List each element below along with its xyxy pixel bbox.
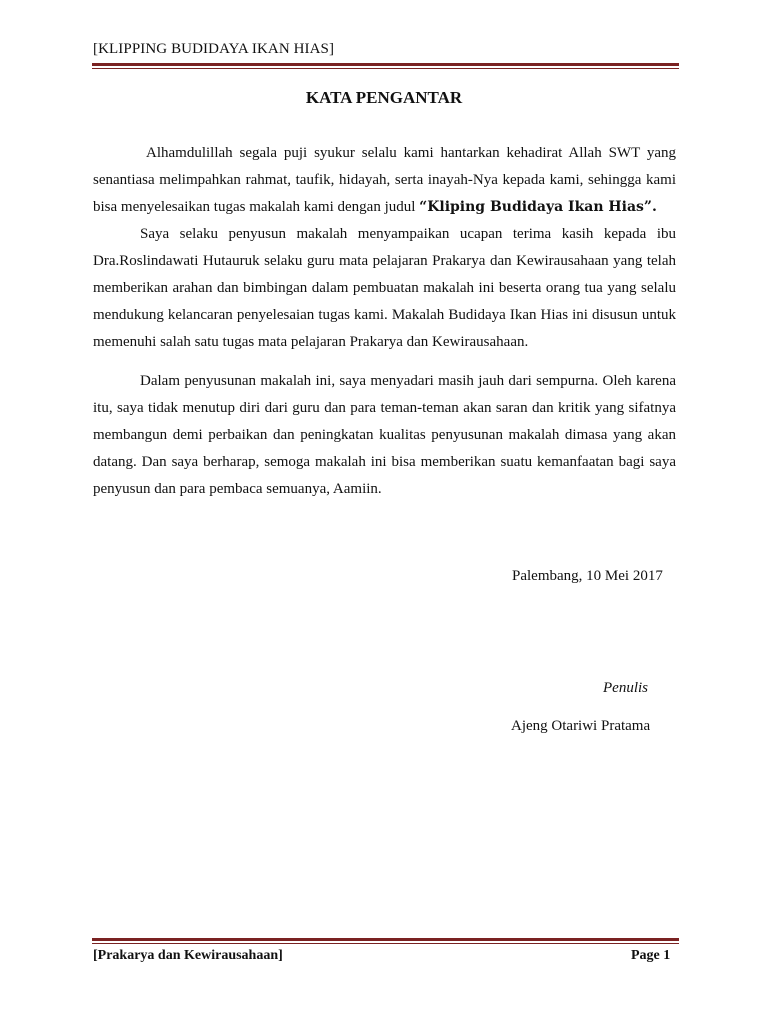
header-rule-thick [92,63,679,66]
paragraph-1 [93,140,676,221]
paragraph-3: Dalam penyusunan makalah ini, saya menyadari masih jauh dari sempurna. Oleh karena itu, saya tidak menutup diri dari guru dan para teman-teman akan saran dan kritik yang sifatnya membangun demi perbaikan dan peningkatan kualitas penyusunan makalah dimasa yang akan datang. Dan saya berharap, semoga makalah ini bisa memberikan suatu kemanfaatan bagi saya penyusun dan para pembaca semuanya, Aamiin. [93,373,676,497]
paragraph-2: Saya selaku penyusun makalah menyampaikan ucapan terima kasih kepada ibu Dra.Roslindawati Hutauruk selaku guru mata pelajaran Prakarya dan Kewirausahaan yang telah memberikan arahan dan bimbingan dalam pembuatan makalah ini beserta orang tua yang selalu mendukung kelancaran penyelesaian tugas kami. Makalah Budidaya Ikan Hias ini disusun untuk memenuhi salah satu tugas mata pelajaran Prakarya dan Kewirausahaan. [93,226,676,350]
page-number: Page 1 [631,948,671,963]
page-title: KATA PENGANTAR [305,88,463,107]
footer-rule-thin [92,943,679,944]
place-date: Palembang, 10 Mei 2017 [512,568,663,584]
author-name: Ajeng Otariwi Pratama [511,718,651,734]
paragraph-1-bold-title: “Kliping Budidaya Ikan Hias”. [419,199,657,215]
footer-subject: [Prakarya dan Kewirausahaan] [93,948,283,963]
footer-rule-thick [92,938,679,941]
running-header: [KLIPPING BUDIDAYA IKAN HIAS] [93,41,335,57]
paragraph-1-text: Alhamdulillah segala puji syukur selalu kami hantarkan kehadirat Allah SWT yang senantiasa melimpahkan rahmat, taufik, hidayah, serta inayah-Nya kepada kami, sehingga kami bisa menyelesaikan tugas makalah kami dengan judul [93,145,676,215]
signature-role: Penulis [603,680,648,696]
header-rule-thin [92,68,679,69]
document-body [93,140,676,503]
